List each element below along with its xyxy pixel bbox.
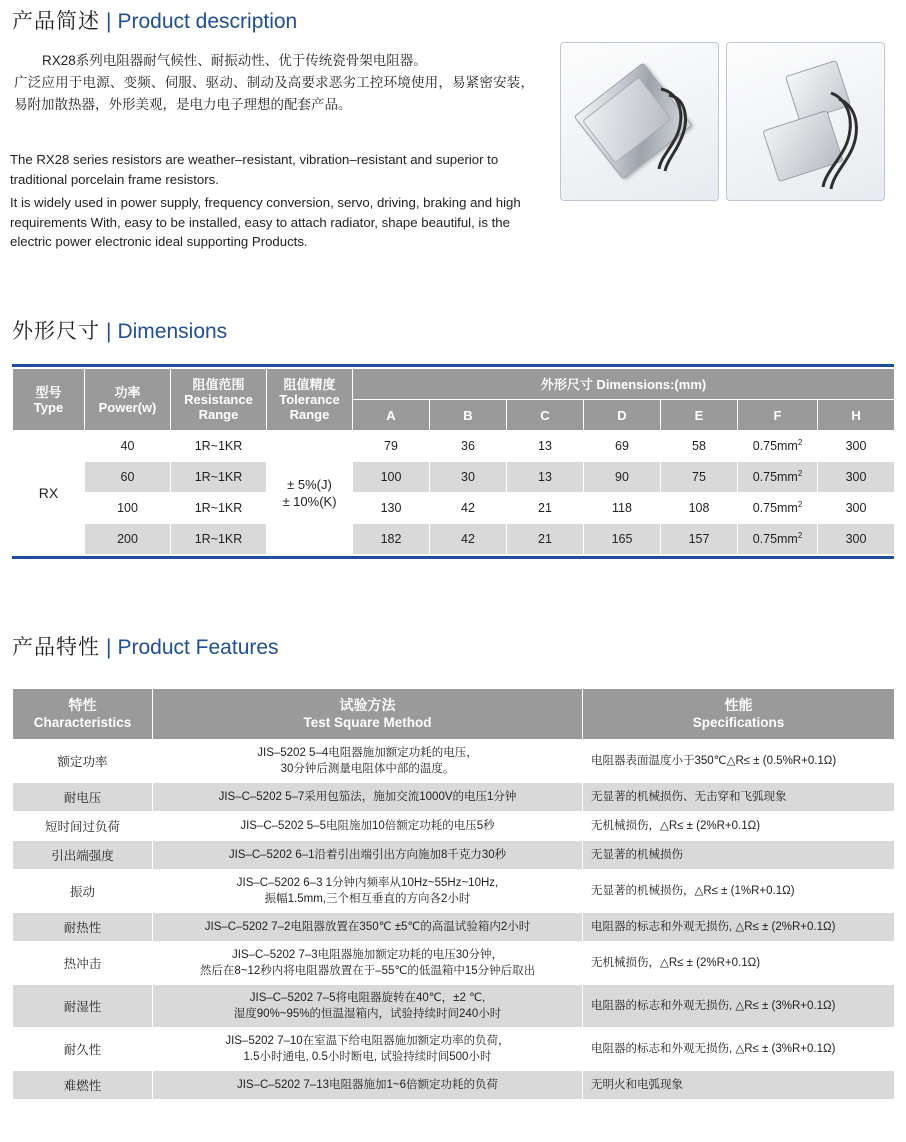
cell-F-sup: 2 xyxy=(797,438,803,448)
cell-characteristic: 振动 xyxy=(13,870,153,913)
col-header-B: B xyxy=(430,400,507,431)
cell-H: 300 xyxy=(818,462,895,493)
cell-E: 108 xyxy=(661,493,738,524)
cell-spec: 无明火和电弧现象 xyxy=(583,1071,895,1100)
cell-E: 157 xyxy=(661,524,738,555)
cell-spec: 电阻器的标志和外观无损伤, △R≤ ± (3%R+0.1Ω) xyxy=(583,985,895,1028)
cell-spec: 电阻器的标志和外观无损伤, △R≤ ± (2%R+0.1Ω) xyxy=(583,913,895,942)
col-header-method-en: Test Square Method xyxy=(303,715,432,730)
cell-F-value: 0.75mm xyxy=(752,501,798,516)
cell-method: JIS–C–5202 5–5电阻施加10倍额定功耗的电压5秒 xyxy=(153,812,583,841)
table-row xyxy=(13,740,895,783)
cell-H: 300 xyxy=(818,524,895,555)
intro-cn-line-2: 广泛应用于电源、变频、伺服、驱动、制动及高要求恶劣工控环境使用，易紧密安装，易附加散热器，外形美观，是电力电子理想的配套产品。 xyxy=(14,75,534,112)
col-header-type-en: Type xyxy=(33,399,64,415)
cell-D: 118 xyxy=(584,493,661,524)
col-header-resistance-en1: Resistance xyxy=(184,392,253,407)
cell-characteristic: 难燃性 xyxy=(13,1071,153,1100)
cell-power: 40 xyxy=(85,431,171,462)
col-header-E: E xyxy=(661,400,738,431)
cell-spec: 无显著的机械损伤 xyxy=(583,841,895,870)
tolerance-j: ± 5%(J) xyxy=(287,476,332,492)
cell-method-line1: JIS–C–5202 7–5将电阻器旋转在40℃，±2 ℃, xyxy=(249,992,486,1004)
cell-C: 21 xyxy=(507,524,584,555)
col-header-tolerance xyxy=(267,369,353,431)
features-table xyxy=(12,688,895,1100)
heading-en: Product description xyxy=(117,10,298,33)
col-header-F: F xyxy=(738,400,818,431)
col-header-resistance xyxy=(171,369,267,431)
col-header-power xyxy=(85,369,171,431)
cell-F-value: 0.75mm xyxy=(752,532,798,547)
cell-C: 21 xyxy=(507,493,584,524)
intro-chinese xyxy=(14,50,534,116)
cell-method-line1: JIS–5202 5–4电阻器施加额定功耗的电压， xyxy=(257,747,478,759)
cell-spec: 电阻器表面温度小于350℃△R≤ ± (0.5%R+0.1Ω) xyxy=(583,740,895,783)
col-header-tolerance-cn: 阻值精度 xyxy=(283,377,336,392)
cell-D: 69 xyxy=(584,431,661,462)
features-header-row xyxy=(13,689,895,740)
cell-method-line2: 然后在8~12秒内将电阻器放置在于–55℃的低温箱中15分钟后取出 xyxy=(199,965,536,977)
col-header-A: A xyxy=(353,400,430,431)
resistor-photo-2 xyxy=(726,42,885,201)
cell-A: 79 xyxy=(353,431,430,462)
section-heading-product-description xyxy=(12,10,297,34)
cell-characteristic: 耐湿性 xyxy=(13,985,153,1028)
cell-method xyxy=(153,1028,583,1071)
col-header-resistance-en2: Range xyxy=(198,407,239,422)
cell-characteristic: 引出端强度 xyxy=(13,841,153,870)
cell-B: 30 xyxy=(430,462,507,493)
cell-H: 300 xyxy=(818,493,895,524)
col-header-tolerance-en1: Tolerance xyxy=(279,392,340,407)
col-header-dimensions-group: 外形尺寸 Dimensions:(mm) xyxy=(353,369,895,400)
col-header-D: D xyxy=(584,400,661,431)
cell-tolerance xyxy=(267,431,353,555)
cell-characteristic: 短时间过负荷 xyxy=(13,812,153,841)
dimensions-top-rule xyxy=(12,364,894,367)
cell-method xyxy=(153,985,583,1028)
cell-method: JIS–C–5202 7–13电阻器施加1~6倍额定功耗的负荷 xyxy=(153,1071,583,1100)
cell-method: JIS–C–5202 6–1沿着引出端引出方向施加8千克力30秒 xyxy=(153,841,583,870)
col-header-tolerance-en2: Range xyxy=(289,407,330,422)
cell-B: 36 xyxy=(430,431,507,462)
heading-en: Dimensions xyxy=(117,320,228,343)
table-row xyxy=(13,1071,895,1100)
cell-resistance: 1R~1KR xyxy=(171,431,267,462)
cell-E: 58 xyxy=(661,431,738,462)
cell-spec: 无机械损伤，△R≤ ± (2%R+0.1Ω) xyxy=(583,812,895,841)
dimensions-header-row-1 xyxy=(13,369,895,400)
cell-characteristic: 热冲击 xyxy=(13,942,153,985)
cell-A: 130 xyxy=(353,493,430,524)
col-header-characteristics-cn: 特性 xyxy=(68,697,97,713)
cell-power: 100 xyxy=(85,493,171,524)
cell-power: 200 xyxy=(85,524,171,555)
table-row xyxy=(13,870,895,913)
section-heading-product-features xyxy=(12,636,279,660)
cell-method: JIS–C–5202 5–7采用包笳法，施加交流1000V的电压1分钟 xyxy=(153,783,583,812)
cell-characteristic: 耐电压 xyxy=(13,783,153,812)
cell-D: 90 xyxy=(584,462,661,493)
table-row xyxy=(13,812,895,841)
cell-spec: 电阻器的标志和外观无损伤, △R≤ ± (3%R+0.1Ω) xyxy=(583,1028,895,1071)
cell-method-line2: 湿度90%~95%的恒温湿箱内，试验持续时间240小时 xyxy=(233,1008,502,1020)
cell-B: 42 xyxy=(430,524,507,555)
table-row xyxy=(13,942,895,985)
cell-F xyxy=(738,462,818,493)
cell-E: 75 xyxy=(661,462,738,493)
cell-spec: 无机械损伤，△R≤ ± (2%R+0.1Ω) xyxy=(583,942,895,985)
cell-F-value: 0.75mm xyxy=(752,439,798,454)
resistor-photo2-lead-wires-icon xyxy=(727,43,884,200)
heading-cn: 产品简述 xyxy=(12,10,100,33)
heading-divider: | xyxy=(106,10,112,33)
cell-F-sup: 2 xyxy=(797,500,803,510)
cell-A: 100 xyxy=(353,462,430,493)
table-row xyxy=(13,841,895,870)
col-header-power-en: Power(w) xyxy=(98,399,157,415)
col-header-H: H xyxy=(818,400,895,431)
dimensions-bottom-rule xyxy=(12,556,894,559)
cell-C: 13 xyxy=(507,431,584,462)
cell-B: 42 xyxy=(430,493,507,524)
table-row xyxy=(13,783,895,812)
cell-method xyxy=(153,942,583,985)
cell-power: 60 xyxy=(85,462,171,493)
cell-spec: 无显著的机械损伤，△R≤ ± (1%R+0.1Ω) xyxy=(583,870,895,913)
cell-F xyxy=(738,524,818,555)
table-row xyxy=(13,985,895,1028)
intro-en-line-2: It is widely used in power supply, frequency conversion, servo, driving, braking and high requirements With, easy to be installed, easy to attach radiator, shape beautiful, is the electric power electronic ideal supporting Products. xyxy=(10,195,521,249)
heading-cn: 产品特性 xyxy=(12,636,100,659)
col-header-specifications-en: Specifications xyxy=(692,715,785,730)
col-header-resistance-cn: 阻值范围 xyxy=(192,377,245,392)
intro-cn-line-1: RX28系列电阻器耐气候性、耐振动性、优于传统瓷骨架电阻器。 xyxy=(42,53,427,68)
cell-method-line2: 1.5小时通电, 0.5小时断电, 试验持续时间500小时 xyxy=(243,1051,492,1063)
col-header-characteristics xyxy=(13,689,153,740)
heading-cn: 外形尺寸 xyxy=(12,320,100,343)
cell-F xyxy=(738,431,818,462)
heading-en: Product Features xyxy=(117,636,279,659)
col-header-method-cn: 试验方法 xyxy=(339,697,396,713)
table-row xyxy=(13,431,895,462)
col-header-type xyxy=(13,369,85,431)
table-row xyxy=(13,1028,895,1071)
table-row xyxy=(13,462,895,493)
cell-spec: 无显著的机械损伤、无击穿和飞弧现象 xyxy=(583,783,895,812)
heading-divider: | xyxy=(106,636,112,659)
dimensions-table xyxy=(12,368,895,555)
cell-method-line1: JIS–C–5202 7–3电阻器施加额定功耗的电压30分钟， xyxy=(232,949,503,961)
cell-method-line1: JIS–5202 7–10在室温下给电阻器施加额定功率的负荷， xyxy=(225,1035,510,1047)
cell-F-sup: 2 xyxy=(797,469,803,479)
cell-method-line2: 振幅1.5mm,三个相互垂直的方向各2小时 xyxy=(264,893,471,905)
resistor-lead-wires-icon xyxy=(561,43,718,200)
cell-characteristic: 额定功率 xyxy=(13,740,153,783)
col-header-power-cn: 功率 xyxy=(114,384,141,400)
table-row xyxy=(13,493,895,524)
cell-type: RX xyxy=(13,431,85,555)
col-header-C: C xyxy=(507,400,584,431)
intro-english xyxy=(10,150,540,256)
heading-divider: | xyxy=(106,320,112,343)
cell-resistance: 1R~1KR xyxy=(171,462,267,493)
cell-method-line1: JIS–C–5202 6–3 1分钟内频率从10Hz~55Hz~10Hz, xyxy=(236,877,499,889)
cell-characteristic: 耐久性 xyxy=(13,1028,153,1071)
col-header-method xyxy=(153,689,583,740)
cell-F-value: 0.75mm xyxy=(752,470,798,485)
cell-method: JIS–C–5202 7–2电阻器放置在350℃ ±5℃的高温试验箱内2小时 xyxy=(153,913,583,942)
cell-method xyxy=(153,740,583,783)
col-header-specifications-cn: 性能 xyxy=(724,697,753,713)
cell-method-line2: 30分钟后测量电阻体中部的温度。 xyxy=(280,763,455,775)
cell-H: 300 xyxy=(818,431,895,462)
tolerance-k: ± 10%(K) xyxy=(282,493,337,509)
cell-resistance: 1R~1KR xyxy=(171,493,267,524)
col-header-characteristics-en: Characteristics xyxy=(33,715,132,730)
intro-en-line-1: The RX28 series resistors are weather–resistant, vibration–resistant and superior to traditional porcelain frame resistors. xyxy=(10,152,499,187)
table-row xyxy=(13,913,895,942)
col-header-type-cn: 型号 xyxy=(35,384,62,400)
cell-characteristic: 耐热性 xyxy=(13,913,153,942)
cell-resistance: 1R~1KR xyxy=(171,524,267,555)
cell-D: 165 xyxy=(584,524,661,555)
section-heading-dimensions xyxy=(12,320,227,344)
table-row xyxy=(13,524,895,555)
cell-A: 182 xyxy=(353,524,430,555)
resistor-photo-1 xyxy=(560,42,719,201)
cell-method xyxy=(153,870,583,913)
cell-F xyxy=(738,493,818,524)
col-header-specifications xyxy=(583,689,895,740)
cell-F-sup: 2 xyxy=(797,531,803,541)
cell-C: 13 xyxy=(507,462,584,493)
